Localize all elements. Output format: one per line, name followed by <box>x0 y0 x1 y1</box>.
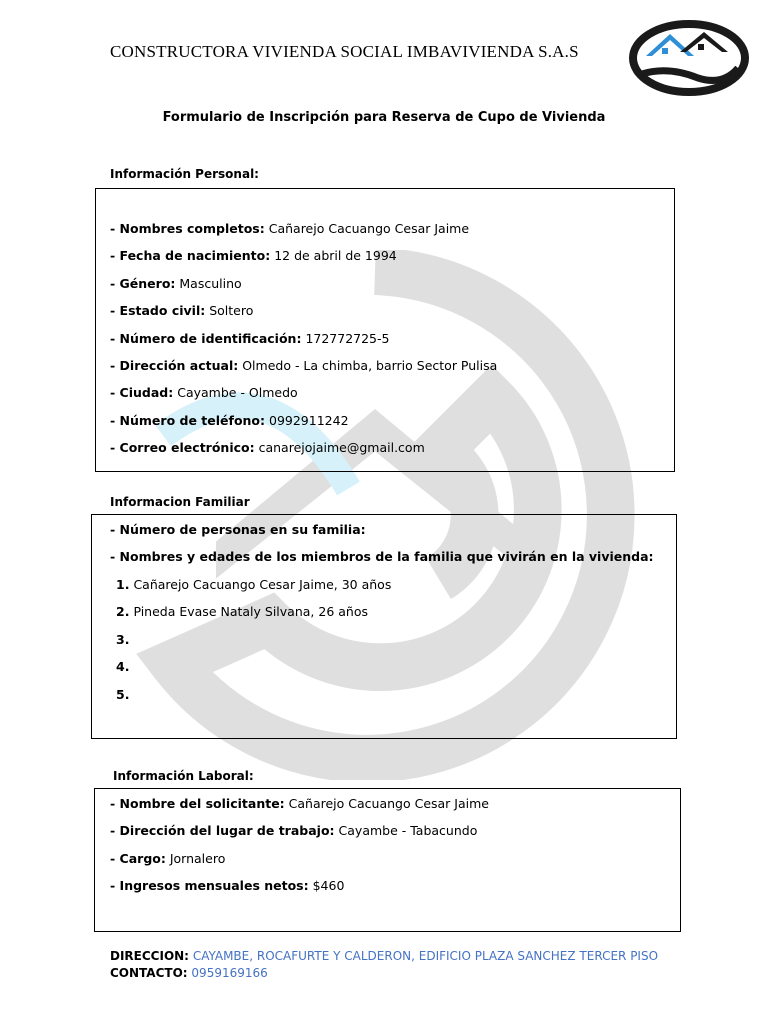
personal-field-row: - Fecha de nacimiento: 12 de abril de 1994 <box>110 248 397 264</box>
personal-field-row: - Ciudad: Cayambe - Olmedo <box>110 385 298 401</box>
personal-field-row: - Nombres completos: Cañarejo Cacuango Cesar Jaime <box>110 221 470 236</box>
footer-contact: CONTACTO: 0959169166 <box>110 966 268 980</box>
house-hand-logo-icon <box>628 16 750 96</box>
personal-field-row: - Número de identificación: 172772725-5 <box>110 330 390 346</box>
family-members-label: - Nombres y edades de los miembros de la familia que vivirán en la vivienda: <box>110 549 654 564</box>
footer-address: DIRECCION: CAYAMBE, ROCAFURTE Y CALDERON, EDIFICIO PLAZA SANCHEZ TERCER PISO <box>110 949 659 963</box>
company-name: CONSTRUCTORA VIVIENDA SOCIAL IMBAVIVIENDA S.A.S <box>110 42 579 61</box>
family-member-row: 3. <box>116 631 130 647</box>
family-member-row: 2. Pineda Evase Nataly Silvana, 26 años <box>116 604 368 620</box>
family-member-row: 4. <box>116 659 130 675</box>
personal-field-row: - Estado civil: Soltero <box>110 303 254 319</box>
work-section-heading: Información Laboral: <box>113 769 254 783</box>
family-count-label: - Número de personas en su familia: <box>110 522 366 537</box>
personal-field-row: - Correo electrónico: canarejojaime@gmail.com <box>110 440 425 456</box>
family-member-row: 1. Cañarejo Cacuango Cesar Jaime, 30 años <box>116 577 392 592</box>
work-field-row: - Nombre del solicitante: Cañarejo Cacuango Cesar Jaime <box>110 796 489 811</box>
personal-field-row: - Género: Masculino <box>110 275 242 291</box>
personal-section-heading: Información Personal: <box>110 167 259 181</box>
personal-field-row: - Dirección actual: Olmedo - La chimba, barrio Sector Pulisa <box>110 358 498 373</box>
form-title: Formulario de Inscripción para Reserva de Cupo de Vivienda <box>162 110 606 125</box>
family-member-row: 5. <box>116 686 130 702</box>
work-field-row: - Dirección del lugar de trabajo: Cayambe - Tabacundo <box>110 823 478 839</box>
family-info-box <box>91 514 677 739</box>
work-field-row: - Cargo: Jornalero <box>110 850 226 866</box>
work-field-row: - Ingresos mensuales netos: $460 <box>110 878 345 894</box>
personal-field-row: - Número de teléfono: 0992911242 <box>110 412 349 428</box>
family-section-heading: Informacion Familiar <box>110 495 250 509</box>
